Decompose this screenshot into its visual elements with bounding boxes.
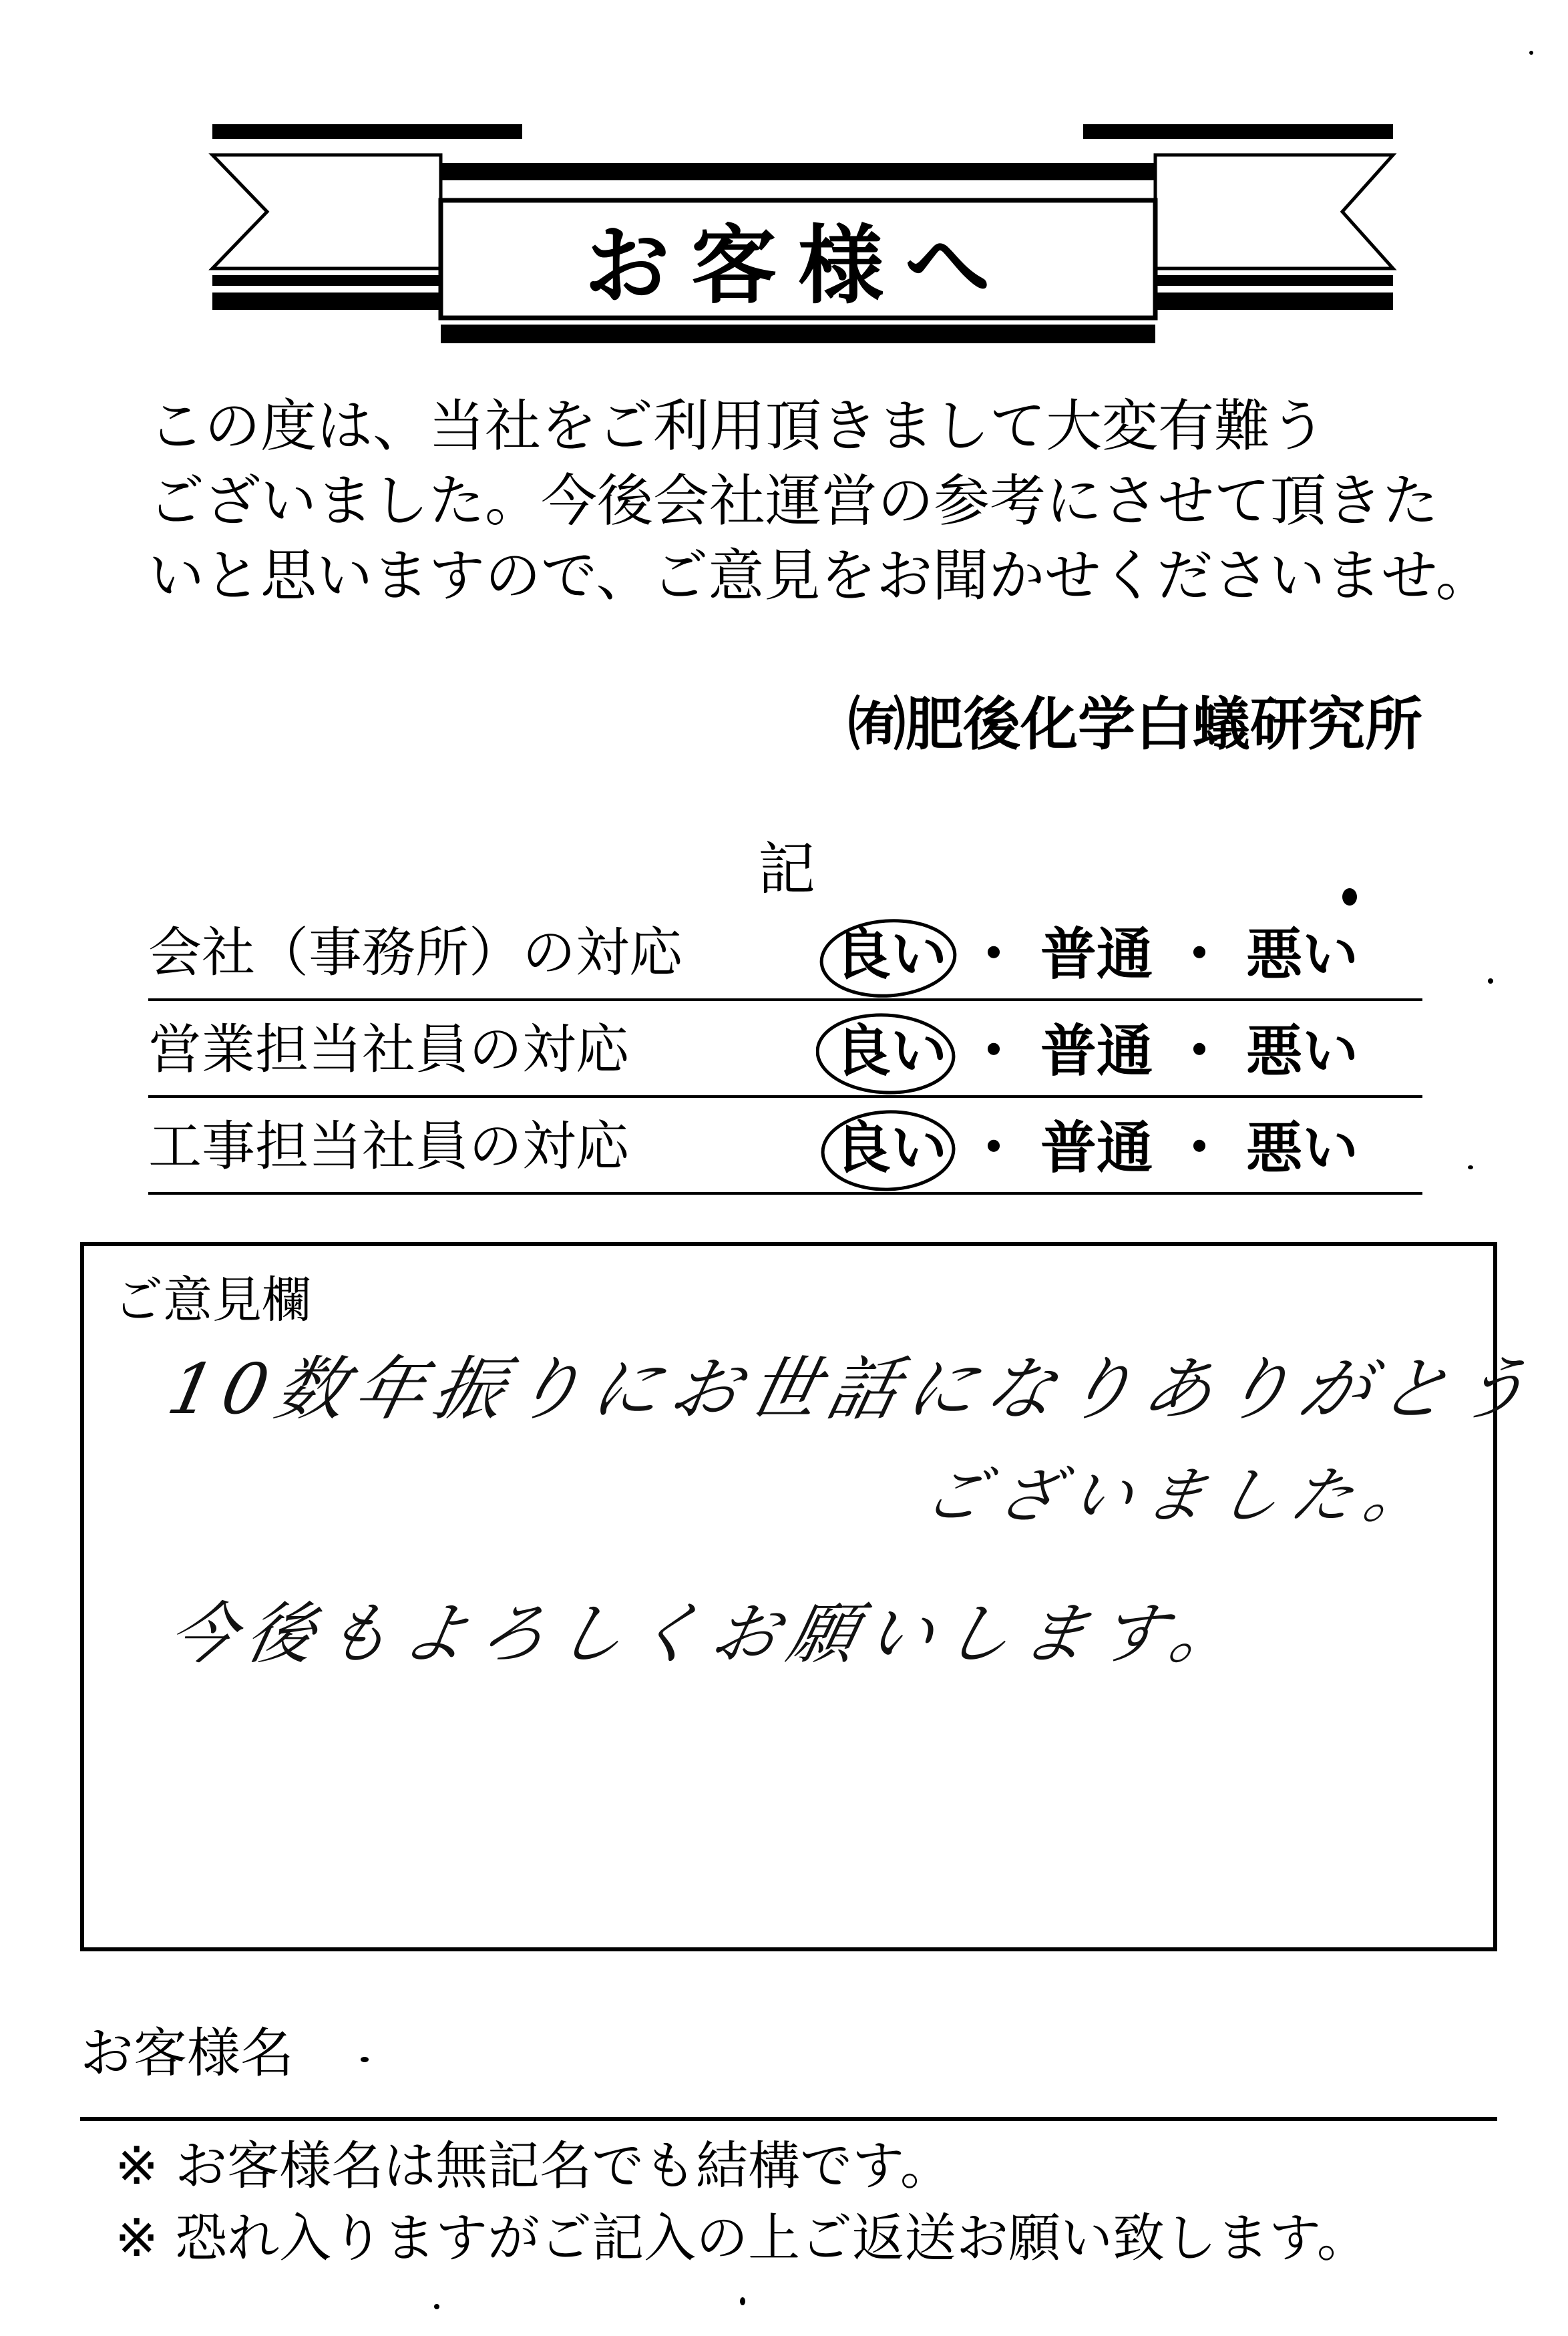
- rating-row-construction: [148, 1095, 1422, 1195]
- ribbon-right: [1155, 155, 1393, 268]
- handwritten-comment-line: 今後もよろしくお願いします。: [161, 1595, 1257, 1673]
- option-separator: ・: [1171, 1018, 1228, 1084]
- rating-row-sales: [148, 998, 1422, 1098]
- comment-box-label: ご意見欄: [114, 1272, 311, 1329]
- scan-speck: [1342, 888, 1357, 906]
- scan-speck: [1468, 1165, 1473, 1169]
- rating-label: 工事担当社員の対応: [148, 1115, 629, 1177]
- rating-row-office: [148, 902, 1422, 1001]
- banner-bar: [212, 275, 441, 286]
- option-good[interactable]: 良い: [835, 1018, 948, 1084]
- rating-label: 会社（事務所）の対応: [148, 922, 682, 984]
- option-good[interactable]: 良い: [835, 922, 948, 987]
- rating-options: [831, 1006, 1362, 1087]
- intro-text: [148, 389, 1492, 613]
- banner-bar: [1155, 275, 1393, 286]
- rating-options: [831, 910, 1362, 990]
- rating-label: 営業担当社員の対応: [148, 1018, 629, 1081]
- option-separator: ・: [966, 922, 1022, 987]
- note-line: ※ お客様名は無記名でも結構です。: [115, 2136, 952, 2196]
- scan-speck: [1529, 51, 1533, 55]
- option-good[interactable]: 良い: [835, 1115, 948, 1181]
- banner-bar: [441, 163, 1155, 180]
- banner-bar: [1155, 293, 1393, 310]
- banner-bar: [212, 293, 441, 310]
- scan-speck: [434, 2304, 439, 2309]
- option-bad[interactable]: 悪い: [1246, 1115, 1359, 1181]
- option-separator: ・: [966, 1115, 1022, 1181]
- banner-bar: [441, 325, 1155, 343]
- scan-speck: [361, 2057, 369, 2062]
- scan-speck: [1488, 978, 1493, 984]
- banner-bar: [212, 124, 522, 139]
- customer-name-row[interactable]: [80, 2010, 1497, 2121]
- handwritten-comment-line: 10数年振りにお世話になりありがとう: [161, 1348, 1547, 1430]
- option-normal[interactable]: 普通: [1040, 1115, 1153, 1181]
- option-separator: ・: [1171, 1115, 1228, 1181]
- intro-line: いと思いますので、ご意見をお聞かせくださいませ。: [148, 543, 1492, 608]
- ribbon-left: [212, 155, 441, 268]
- scan-speck: [740, 2297, 745, 2305]
- customer-name-label: お客様名: [80, 2022, 294, 2084]
- option-normal[interactable]: 普通: [1040, 1018, 1153, 1084]
- ki-heading: 記: [758, 836, 815, 903]
- handwritten-comment-line: ございました。: [917, 1460, 1446, 1531]
- page-title: お客様へ: [584, 216, 1012, 316]
- option-normal[interactable]: 普通: [1040, 922, 1153, 987]
- option-bad[interactable]: 悪い: [1246, 922, 1359, 987]
- option-separator: ・: [1171, 922, 1228, 987]
- note-line: ※ 恐れ入りますがご記入の上ご返送お願い致します。: [115, 2208, 1369, 2269]
- option-separator: ・: [966, 1018, 1022, 1084]
- banner-bar: [1083, 124, 1393, 139]
- footer-notes: [115, 2130, 1369, 2275]
- option-bad[interactable]: 悪い: [1246, 1018, 1359, 1084]
- rating-options: [831, 1103, 1362, 1184]
- intro-line: ございました。今後会社運営の参考にさせて頂きた: [148, 468, 1439, 534]
- company-name: ㈲肥後化学白蟻研究所: [848, 691, 1422, 758]
- comment-box[interactable]: [80, 1242, 1547, 1951]
- intro-line: この度は、当社をご利用頂きまして大変有難う: [148, 393, 1327, 459]
